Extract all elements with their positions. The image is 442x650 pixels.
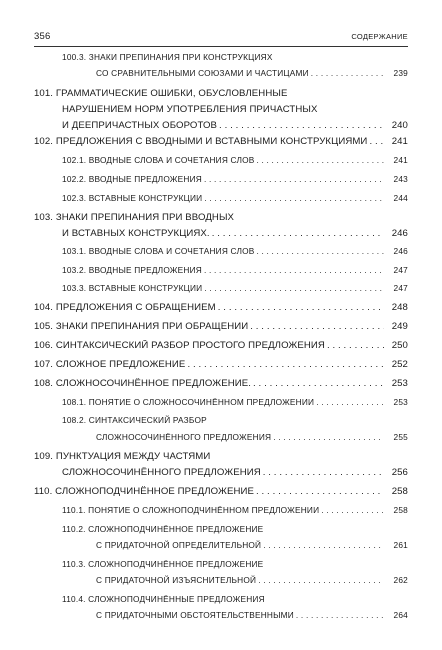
dot-leader: [256, 486, 384, 497]
toc-entry-title: 101. ГРАММАТИЧЕСКИЕ ОШИБКИ, ОБУСЛОВЛЕННЫЕ: [34, 88, 288, 99]
toc-entry-title: 102.1. ВВОДНЫЕ СЛОВА И СОЧЕТАНИЯ СЛОВ: [62, 155, 255, 165]
toc-entry-title: СЛОЖНОСОЧИНЁННОГО ПРЕДЛОЖЕНИЯ: [96, 432, 272, 442]
toc-entry-title: 108.2. СИНТАКСИЧЕСКИЙ РАЗБОР: [62, 415, 207, 425]
toc-entry-title: 103.3. ВСТАВНЫЕ КОНСТРУКЦИИ: [62, 283, 203, 293]
dot-leader: [327, 340, 384, 351]
toc-entry-title: 108. СЛОЖНОСОЧИНЁННОЕ ПРЕДЛОЖЕНИЕ.: [34, 378, 252, 389]
toc-page-number: 262: [393, 575, 408, 585]
toc-entry-title: С ПРИДАТОЧНЫМИ ОБСТОЯТЕЛЬСТВЕННЫМИ: [96, 610, 294, 620]
page-number: 356: [34, 31, 51, 42]
section-title: СОДЕРЖАНИЕ: [351, 32, 408, 41]
dot-leader: [256, 155, 384, 165]
toc-page-number: 247: [393, 283, 408, 293]
dot-leader: [204, 193, 384, 203]
toc-page-number: 246: [393, 246, 408, 256]
toc-page-number: 258: [391, 486, 408, 497]
toc-entry-title: 106. СИНТАКСИЧЕСКИЙ РАЗБОР ПРОСТОГО ПРЕДЛОЖЕНИЯ: [34, 340, 325, 351]
toc-entry-title: 108.1. ПОНЯТИЕ О СЛОЖНОСОЧИНЁННОМ ПРЕДЛОЖЕНИИ: [62, 397, 315, 407]
dot-leader: [204, 283, 384, 293]
toc-entry-title: 110. СЛОЖНОПОДЧИНЁННОЕ ПРЕДЛОЖЕНИЕ: [34, 486, 254, 497]
toc-entry-title: 110.4. СЛОЖНОПОДЧИНЁННЫЕ ПРЕДЛОЖЕНИЯ: [62, 594, 265, 604]
toc-entry-title: С ПРИДАТОЧНОЙ ИЗЪЯСНИТЕЛЬНОЙ: [96, 575, 257, 585]
dot-leader: [321, 505, 384, 515]
toc-page-number: 239: [393, 68, 408, 78]
dot-leader: [263, 467, 384, 478]
toc-page-number: 261: [393, 540, 408, 550]
toc-entry-title: И ДЕЕПРИЧАСТНЫХ ОБОРОТОВ: [62, 120, 218, 131]
dot-leader: [258, 575, 384, 585]
toc-page-number: 240: [391, 120, 408, 131]
dot-leader: [204, 265, 384, 275]
toc-page-number: 243: [393, 174, 408, 184]
toc-page-number: 264: [393, 610, 408, 620]
toc-page-number: 255: [393, 432, 408, 442]
dot-leader: [187, 359, 384, 370]
toc-entry-title: И ВСТАВНЫХ КОНСТРУКЦИЯХ.: [62, 228, 210, 239]
dot-leader: [212, 228, 384, 239]
dot-leader: [369, 136, 384, 147]
toc-page-number: 246: [391, 228, 408, 239]
toc-page-number: 241: [391, 136, 408, 147]
dot-leader: [273, 432, 384, 442]
toc-page-number: 250: [391, 340, 408, 351]
toc-page-number: 247: [393, 265, 408, 275]
toc-page-number: 252: [391, 359, 408, 370]
toc-entry-title: 100.3. ЗНАКИ ПРЕПИНАНИЯ ПРИ КОНСТРУКЦИЯХ: [62, 52, 273, 62]
toc-page-number: 253: [391, 378, 408, 389]
toc-page-number: 248: [391, 302, 408, 313]
toc-entry-title: 103. ЗНАКИ ПРЕПИНАНИЯ ПРИ ВВОДНЫХ: [34, 212, 235, 223]
toc-page-number: 244: [393, 193, 408, 203]
toc-entry-title: 110.1. ПОНЯТИЕ О СЛОЖНОПОДЧИНЁННОМ ПРЕДЛОЖЕНИИ: [62, 505, 320, 515]
toc-entry-title: СО СРАВНИТЕЛЬНЫМИ СОЮЗАМИ И ЧАСТИЦАМИ: [96, 68, 309, 78]
running-header: [34, 28, 408, 47]
dot-leader: [316, 397, 384, 407]
toc-entry-title: 102. ПРЕДЛОЖЕНИЯ С ВВОДНЫМИ И ВСТАВНЫМИ КОНСТРУКЦИЯМИ: [34, 136, 368, 147]
toc-entry-title: С ПРИДАТОЧНОЙ ОПРЕДЕЛИТЕЛЬНОЙ: [96, 540, 262, 550]
toc-entry-title: НАРУШЕНИЕМ НОРМ УПОТРЕБЛЕНИЯ ПРИЧАСТНЫХ: [62, 104, 318, 115]
dot-leader: [219, 120, 384, 131]
toc-entry-title: 102.3. ВСТАВНЫЕ КОНСТРУКЦИИ: [62, 193, 203, 203]
toc-entry-title: 109. ПУНКТУАЦИЯ МЕЖДУ ЧАСТЯМИ: [34, 451, 211, 462]
dot-leader: [296, 610, 384, 620]
dot-leader: [253, 378, 384, 389]
toc-page-number: 256: [391, 467, 408, 478]
toc-page-number: 241: [393, 155, 408, 165]
toc-entry-title: СЛОЖНОСОЧИНЁННОГО ПРЕДЛОЖЕНИЯ: [62, 467, 261, 478]
toc-entry-title: 110.2. СЛОЖНОПОДЧИНЁННОЕ ПРЕДЛОЖЕНИЕ: [62, 524, 264, 534]
dot-leader: [311, 68, 384, 78]
toc-page-number: 249: [391, 321, 408, 332]
dot-leader: [204, 174, 384, 184]
toc-entry-title: 107. СЛОЖНОЕ ПРЕДЛОЖЕНИЕ: [34, 359, 186, 370]
dot-leader: [256, 246, 384, 256]
toc-entry-title: 103.2. ВВОДНЫЕ ПРЕДЛОЖЕНИЯ: [62, 265, 202, 275]
toc-entry-title: 103.1. ВВОДНЫЕ СЛОВА И СОЧЕТАНИЯ СЛОВ: [62, 246, 255, 256]
dot-leader: [263, 540, 384, 550]
dot-leader: [218, 302, 384, 313]
toc-page-number: 253: [393, 397, 408, 407]
toc-entry-title: 110.3. СЛОЖНОПОДЧИНЁННОЕ ПРЕДЛОЖЕНИЕ: [62, 559, 264, 569]
toc-entry-title: 102.2. ВВОДНЫЕ ПРЕДЛОЖЕНИЯ: [62, 174, 202, 184]
toc-page-number: 258: [393, 505, 408, 515]
toc-entry-title: 105. ЗНАКИ ПРЕПИНАНИЯ ПРИ ОБРАЩЕНИИ: [34, 321, 249, 332]
dot-leader: [250, 321, 384, 332]
toc-entry-title: 104. ПРЕДЛОЖЕНИЯ С ОБРАЩЕНИЕМ: [34, 302, 216, 313]
